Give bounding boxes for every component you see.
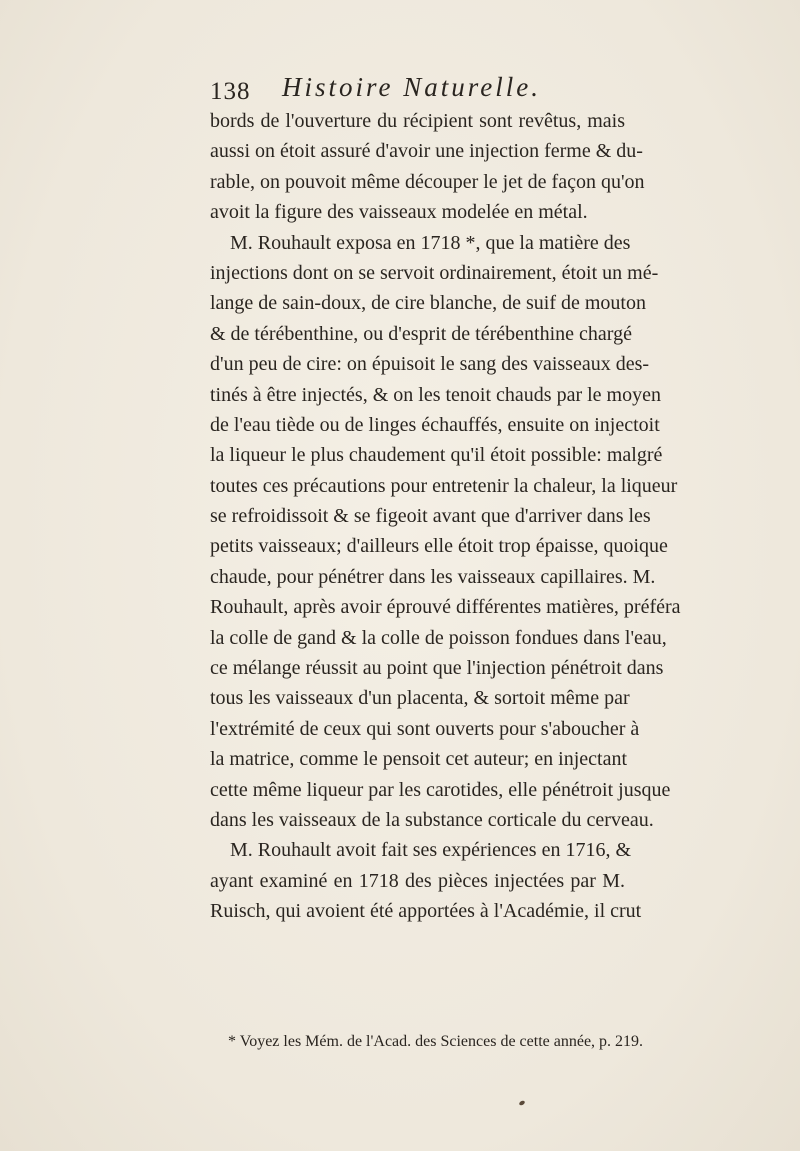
page-header [210,72,630,108]
text-line: injections dont on se servoit ordinairement, étoit un mé- [210,261,659,284]
text-line: bords de l'ouverture du récipient sont revêtus, mais [210,110,625,132]
text-line: M. Rouhault exposa en 1718 *, que la matière des [230,231,631,254]
text-line: de l'eau tiède ou de linges échauffés, ensuite on injectoit [210,413,660,436]
text-line: & de térébenthine, ou d'esprit de térébenthine chargé [210,322,632,345]
text-line: d'un peu de cire: on épuisoit le sang des vaisseaux des- [210,353,650,376]
text-line: toutes ces précautions pour entretenir la chaleur, la liqueur [210,474,678,497]
text-line: dans les vaisseaux de la substance corticale du cerveau. [210,808,654,831]
body-text [210,106,681,927]
text-line: lange de sain-doux, de cire blanche, de suif de mouton [210,292,646,315]
text-line: chaude, pour pénétrer dans les vaisseaux capillaires. M. [210,565,656,588]
text-line: ce mélange réussit au point que l'injection pénétroit dans [210,657,664,680]
text-line: la liqueur le plus chaudement qu'il étoit possible: malgré [210,444,663,467]
text-line: se refroidissoit & se figeoit avant que d'arriver dans les [210,505,651,528]
text-line: rable, on pouvoit même découper le jet de façon qu'on [210,170,645,193]
text-line: ayant examiné en 1718 des pièces injectées par M. [210,869,625,892]
text-line: la colle de gand & la colle de poisson fondues dans l'eau, [210,626,667,649]
text-line: Ruisch, qui avoient été apportées à l'Académie, il crut [210,900,642,923]
text-line: tous les vaisseaux d'un placenta, & sortoit même par [210,687,630,710]
text-line: la matrice, comme le pensoit cet auteur; en injectant [210,748,628,771]
text-line: petits vaisseaux; d'ailleurs elle étoit trop épaisse, quoique [210,535,668,558]
text-line: cette même liqueur par les carotides, elle pénétroit jusque [210,778,671,801]
text-line: aussi on étoit assuré d'avoir une injection ferme & du- [210,140,643,163]
footnote: * Voyez les Mém. de l'Acad. des Sciences de cette année, p. 219. [228,1033,644,1050]
text-line: tinés à être injectés, & on les tenoit chauds par le moyen [210,383,661,406]
text-line: l'extrémité de ceux qui sont ouverts pour s'aboucher à [210,717,640,740]
running-title: Histoire Naturelle. [282,72,541,102]
ink-spot [518,1100,525,1106]
text-line: Rouhault, après avoir éprouvé différentes matières, préféra [210,596,681,619]
text-line: M. Rouhault avoit fait ses expériences en 1716, & [230,839,632,862]
page-number: 138 [210,78,251,105]
text-line: avoit la figure des vaisseaux modelée en métal. [210,201,588,224]
